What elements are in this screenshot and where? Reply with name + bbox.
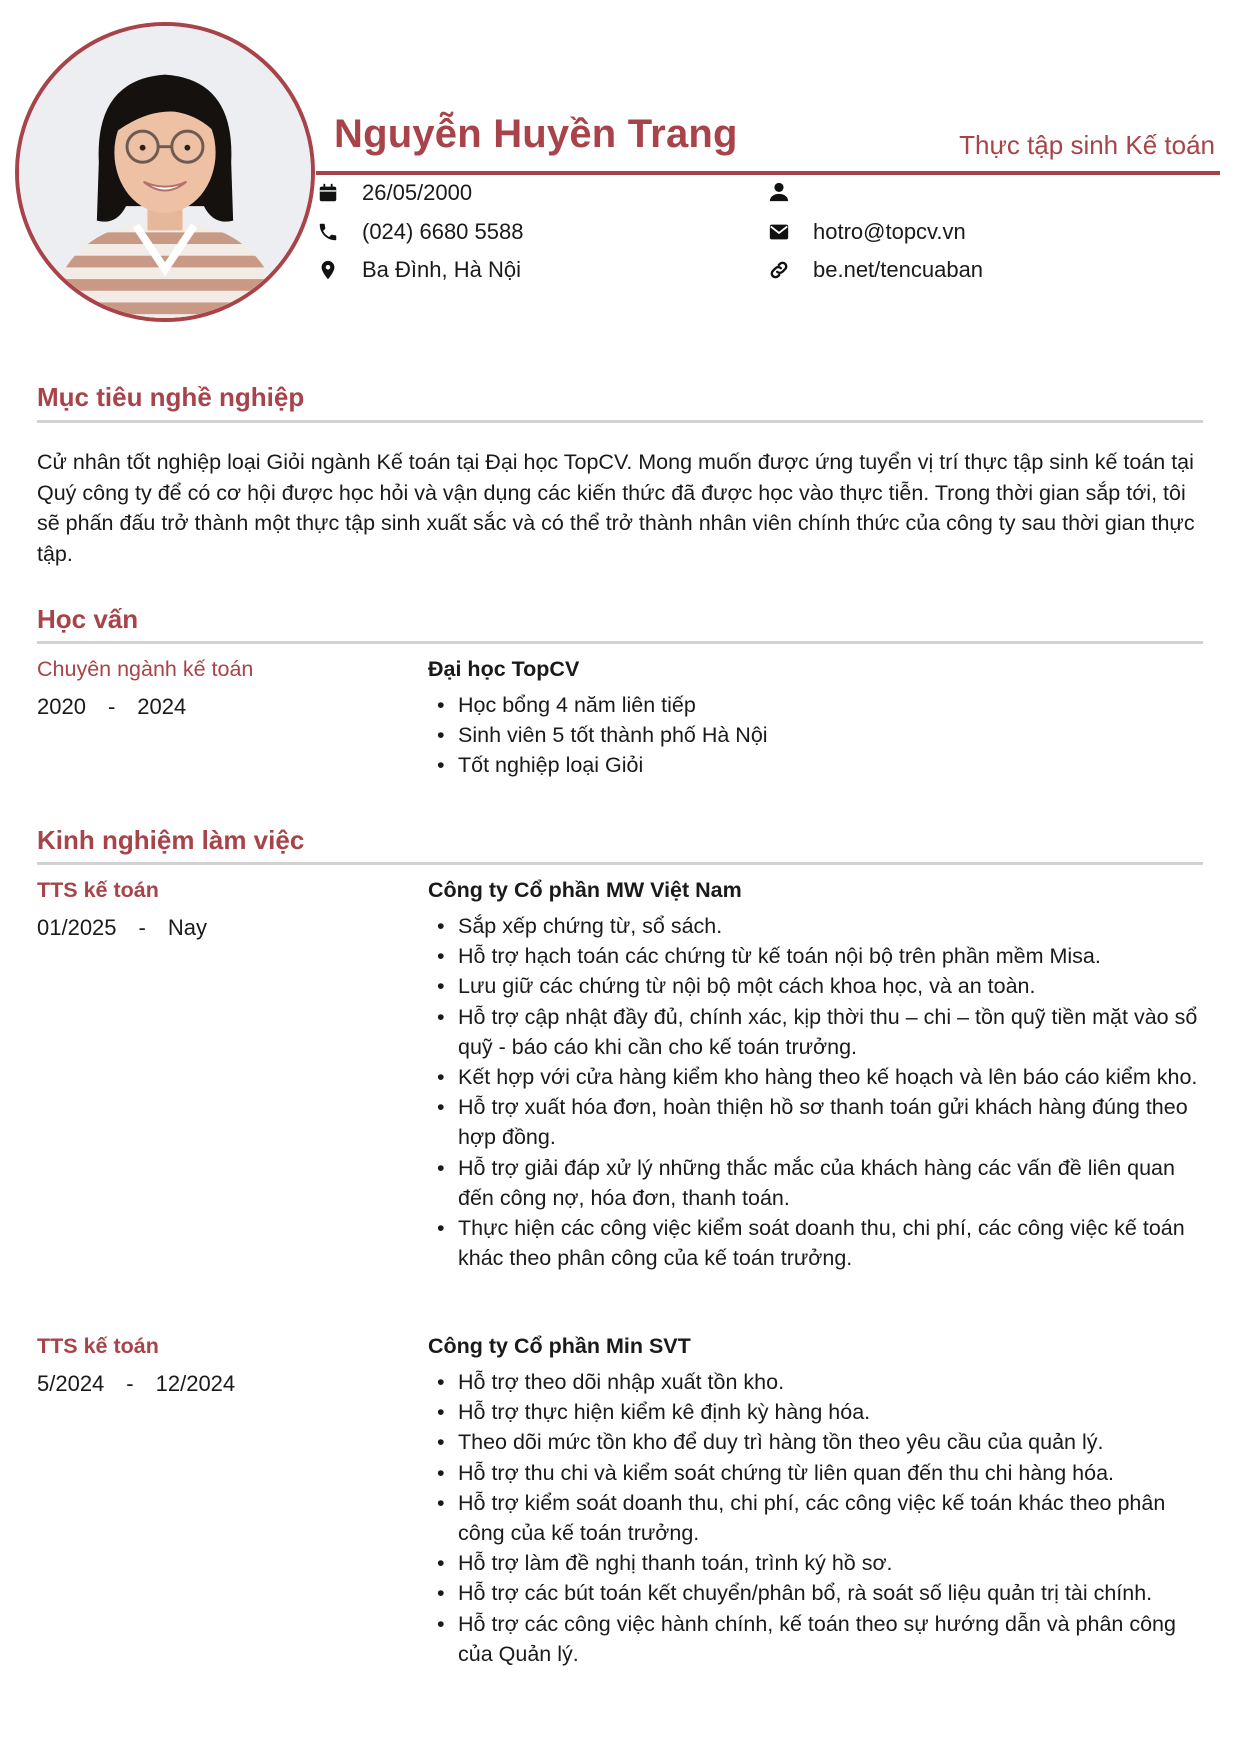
calendar-icon <box>316 181 340 205</box>
company-name: Công ty Cổ phần MW Việt Nam <box>428 878 742 902</box>
job-role: TTS kế toán <box>37 878 159 902</box>
website-link[interactable]: be.net/tencuaban <box>813 257 984 282</box>
education-dates <box>37 694 417 720</box>
company-name: Công ty Cổ phần Min SVT <box>428 1334 691 1358</box>
list-item: • Hỗ trợ kiểm soát doanh thu, chi phí, các công việc kế toán khác theo phân công của kế toán trưởng. <box>428 1488 1198 1548</box>
gender-row <box>767 180 813 204</box>
education-start: 2020 <box>37 694 86 719</box>
job-dates <box>37 915 417 941</box>
experience-title: Kinh nghiệm làm việc <box>37 825 305 855</box>
job-end: Nay <box>167 915 207 940</box>
map-pin-icon <box>316 258 340 282</box>
experience-divider <box>37 862 1203 865</box>
website-row <box>767 257 983 283</box>
header-divider <box>316 171 1220 175</box>
email-row <box>767 219 966 245</box>
education-achievements <box>428 690 1198 781</box>
education-end: 2024 <box>137 694 187 719</box>
job-duties <box>428 911 1198 1273</box>
list-item: • Sinh viên 5 tốt thành phố Hà Nội <box>428 720 1198 750</box>
objective-divider <box>37 420 1203 423</box>
education-major: Chuyên ngành kế toán <box>37 657 254 681</box>
list-item: • Hỗ trợ thực hiện kiểm kê định kỳ hàng hóa. <box>428 1397 1198 1427</box>
list-item: • Hỗ trợ xuất hóa đơn, hoàn thiện hồ sơ thanh toán gửi khách hàng đúng theo hợp đồng. <box>428 1092 1198 1152</box>
list-item: • Hỗ trợ các công việc hành chính, kế toán theo sự hướng dẫn và phân công của Quản lý. <box>428 1609 1198 1669</box>
profile-photo <box>19 26 311 318</box>
candidate-name: Nguyễn Huyền Trang <box>334 112 738 156</box>
date-separator: - <box>107 694 116 719</box>
school-name: Đại học TopCV <box>428 657 580 681</box>
list-item: • Sắp xếp chứng từ, sổ sách. <box>428 911 1198 941</box>
user-icon <box>767 180 791 204</box>
list-item: • Hỗ trợ cập nhật đầy đủ, chính xác, kịp thời thu – chi – tồn quỹ tiền mặt vào sổ quỹ - báo cáo khi cần cho kế toán trưởng. <box>428 1002 1198 1062</box>
applied-position: Thực tập sinh Kế toán <box>959 130 1215 160</box>
list-item: • Hỗ trợ làm đề nghị thanh toán, trình ký hồ sơ. <box>428 1548 1198 1578</box>
education-divider <box>37 641 1203 644</box>
envelope-icon <box>767 220 791 244</box>
birthdate-row <box>316 180 472 206</box>
objective-title: Mục tiêu nghề nghiệp <box>37 382 305 412</box>
list-item: • Tốt nghiệp loại Giỏi <box>428 750 1198 780</box>
avatar <box>15 22 315 322</box>
list-item: • Hỗ trợ các bút toán kết chuyển/phân bổ, rà soát số liệu quản trị tài chính. <box>428 1578 1198 1608</box>
list-item: • Theo dõi mức tồn kho để duy trì hàng tồn theo yêu cầu của quản lý. <box>428 1427 1198 1457</box>
birthdate: 26/05/2000 <box>362 180 473 205</box>
phone-row <box>316 219 523 245</box>
list-item: • Hỗ trợ theo dõi nhập xuất tồn kho. <box>428 1367 1198 1397</box>
phone-icon <box>316 220 340 244</box>
email-address[interactable]: hotro@topcv.vn <box>813 219 966 244</box>
list-item: • Thực hiện các công việc kiểm soát doanh thu, chi phí, các công việc kế toán khác theo phân công của kế toán trưởng. <box>428 1213 1198 1273</box>
date-separator: - <box>138 915 146 940</box>
list-item: • Hỗ trợ hạch toán các chứng từ kế toán nội bộ trên phần mềm Misa. <box>428 941 1198 971</box>
job-role: TTS kế toán <box>37 1334 159 1358</box>
date-separator: - <box>126 1371 134 1396</box>
address-row <box>316 257 521 283</box>
job-end: 12/2024 <box>155 1371 236 1396</box>
list-item: • Hỗ trợ giải đáp xử lý những thắc mắc của khách hàng các vấn đề liên quan đến công nợ, hóa đơn, thanh toán. <box>428 1153 1198 1213</box>
education-title: Học vấn <box>37 604 139 634</box>
list-item: • Hỗ trợ thu chi và kiểm soát chứng từ liên quan đến thu chi hàng hóa. <box>428 1458 1198 1488</box>
objective-text: Cử nhân tốt nghiệp loại Giỏi ngành Kế toán tại Đại học TopCV. Mong muốn được ứng tuyển vị trí thực tập sinh kế toán tại Quý công ty để có cơ hội được học hỏi và vận dụng các kiến thức đã được học vào thực tiễn. Trong thời gian sắp tới, tôi sẽ phấn đấu trở thành một thực tập sinh xuất sắc và có thể trở thành nhân viên chính thức của công ty sau thời gian thực tập. <box>37 450 1195 566</box>
list-item: • Lưu giữ các chứng từ nội bộ một cách khoa học, và an toàn. <box>428 971 1198 1001</box>
list-item: • Kết hợp với cửa hàng kiểm kho hàng theo kế hoạch và lên báo cáo kiểm kho. <box>428 1062 1198 1092</box>
job-start: 5/2024 <box>37 1371 105 1396</box>
phone-number[interactable]: (024) 6680 5588 <box>362 219 524 244</box>
address: Ba Đình, Hà Nội <box>362 257 521 282</box>
list-item: • Học bổng 4 năm liên tiếp <box>428 690 1198 720</box>
link-icon <box>767 258 791 282</box>
job-start: 01/2025 <box>37 915 117 940</box>
job-dates <box>37 1371 417 1397</box>
job-duties <box>428 1367 1198 1669</box>
